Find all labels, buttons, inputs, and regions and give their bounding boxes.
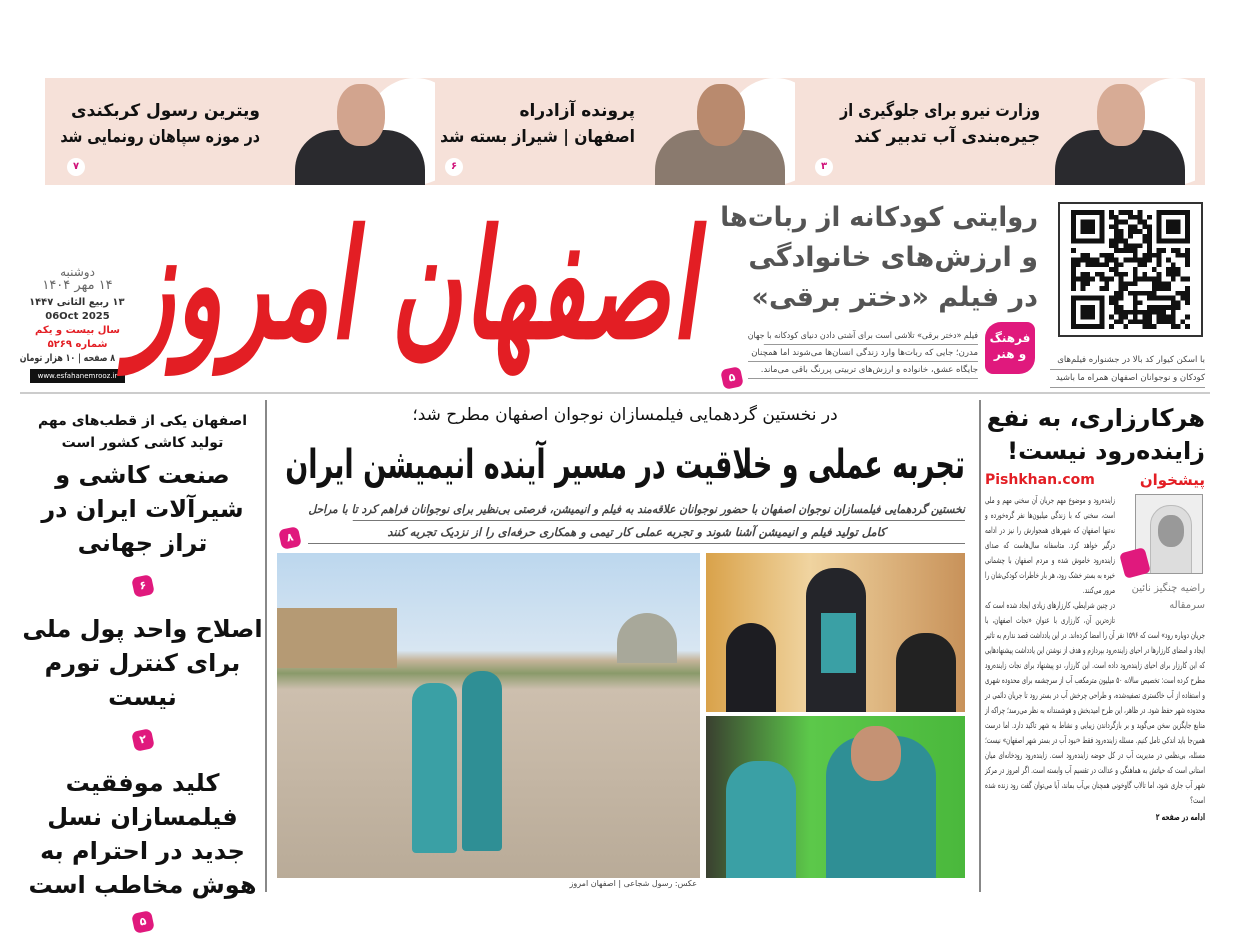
pages-price: ۸ صفحه | ۱۰ هزار تومان — [19, 353, 116, 364]
banner-item[interactable] — [415, 78, 795, 185]
date-persian: ۱۴ مهر ۱۴۰۴ — [42, 278, 113, 293]
palace-building — [277, 608, 397, 668]
left-news-column — [20, 410, 265, 932]
news-headline: کلید موفقیت فیلمسازان نسل جدید در احترام به هوش مخاطب است — [28, 769, 257, 899]
banner-headline-line: جیره‌بندی آب تدبیر کند — [854, 127, 1040, 147]
teaser-summary — [748, 328, 978, 379]
page-number: ۵ — [131, 910, 155, 934]
page-number-badge — [722, 366, 742, 388]
page-number-badge: ۷ — [67, 158, 85, 176]
section-badge-culture: فرهنگ و هنر — [985, 322, 1035, 374]
qr-caption — [1050, 352, 1205, 388]
news-item[interactable] — [20, 410, 265, 596]
news-item[interactable] — [20, 612, 265, 750]
issue-number: شماره ۵۲۶۹ — [47, 339, 108, 350]
main-story-headline[interactable]: تجربه عملی و خلاقیت در مسیر آینده انیمیشن ایران — [285, 442, 965, 488]
banner-headline-line: اصفهان | شیراز بسته شد — [440, 127, 635, 147]
photo-workshop-girls — [706, 553, 965, 712]
main-story-kicker: در نخستین گردهمایی فیلمسازان نوجوان اصفهان مطرح شد؛ — [412, 405, 838, 425]
issue-info — [19, 265, 125, 383]
author-name: راضیه چنگیز نائین — [1131, 583, 1205, 594]
editorial-headline[interactable]: هرکارزاری، به نفع زاینده‌رود نیست! — [986, 404, 1205, 465]
newspaper-logo — [121, 190, 718, 385]
teaser-line: در فیلم «دختر برقی» — [751, 282, 1038, 313]
culture-teaser-headline[interactable] — [720, 198, 1038, 318]
page-number-badge: ۶ — [445, 158, 463, 176]
caption-line: کودکان و نوجوانان اصفهان همراه ما باشید — [1050, 370, 1205, 388]
page-number: ۸ — [278, 526, 302, 550]
page-number-badge — [280, 526, 300, 548]
news-item[interactable] — [20, 766, 265, 932]
banner-headline-line: پرونده آزادراه — [519, 101, 635, 121]
banner-headline-line: وزارت نیرو برای جلوگیری از — [840, 101, 1040, 121]
watermark — [985, 470, 1205, 490]
editorial-body: در چنین شرایطی، کارزارهای زیادی ایجاد شده است که تازه‌ترین آن، کارزاری با عنوان «نجات اصفهان، با جریان دوباره رود» است که ۱۵۹۶ نفر آن را امضا کرده‌اند. در این یادداشت قصد ندارم به تاثیر ایجاد و امضای کارزارها در احیای زاینده‌رود بپردازم و هدف از نوشتن این یادداشت پیشنهادهایی که این کارزار برای احیای زاینده‌رود داده است. این کارزار، دو پیشنهاد برای نجات زاینده‌رود مطرح کرده است: تخصیص سالانه ۵۰ میلیون مترمکعب آب از سرچشمه برای محدوده شهری و استفاده از آب خاکستری تصفیه‌شده، و طراحی چرخش آب در بستر رود تا جریان دائمی در محدوده شهر حفظ شود. در ظاهر، این طرح امیدبخش و هوشمندانه به نظر می‌رسد؛ چراکه از منابع جایگزین سخن می‌گوید و بر بازگرداندن زیبایی و نشاط به شهر تاکید دارد. اما درست همین‌جا باید اندکی تامل کنیم. مسئله زاینده‌رود فقط «نبود آب در بستر شهر اصفهان» نیست؛ مسئله، بی‌نظمی در مدیریت آب در کل حوضه زاینده‌رود است. زاینده‌رود رودخانه‌ای میان استانی است که حیاتش به هماهنگی و عدالت در تقسیم آب وابسته است. اگر امروز در مرکز شهر آب جاری شود، اما تالاب گاوخونی همچنان بی‌آب بماند، آیا می‌توان گفت رود زنده شده است؟ — [984, 601, 1205, 806]
page-number: ۲ — [131, 728, 155, 752]
website-link[interactable]: www.esfahanemrooz.ir — [30, 369, 125, 383]
banner-item[interactable] — [815, 78, 1205, 185]
date-gregorian: 06Oct 2025 — [45, 311, 110, 322]
banner-headline-line: در موزه سپاهان رونمایی شد — [60, 127, 260, 147]
portrait-photo — [295, 78, 435, 185]
page-number: ۶ — [131, 574, 155, 598]
page-number: ۵ — [720, 366, 744, 390]
date-hijri: ۱۳ ربیع الثانی ۱۴۴۷ — [29, 297, 125, 308]
banner-item[interactable] — [45, 78, 425, 185]
watermark-text: پیشخوان — [1139, 471, 1205, 489]
main-story-lead — [308, 498, 965, 544]
mosque-dome — [617, 613, 677, 663]
editorial-body: زاینده‌رود و موضوع مهم جریان آن سخنی مهم و ملی است، سخنی که با زندگی میلیون‌ها نفر گره‌خورده و نه‌تنها اصفهان که شهرهای همجوارش را نیز در ادامه درگیر خواهد کرد. متاسفانه سال‌هاست که صدای زاینده‌رود خاموش شده و مردم اصفهان با چشمانی خیره به بستر خشک رود، هر بار خاطرات کودکی‌شان را مرور می‌کنند. — [984, 496, 1115, 596]
continued-link[interactable]: ادامه در صفحه ۲ — [1155, 813, 1205, 823]
weekday: دوشنبه — [60, 265, 95, 279]
portrait-photo — [1055, 78, 1195, 185]
banner-headline-line: ویترین رسول کربکندی — [71, 101, 260, 121]
child-figure — [412, 683, 457, 853]
main-photo-square — [277, 553, 700, 878]
column-divider — [265, 400, 267, 892]
portrait-photo — [655, 78, 795, 185]
photo-credit: عکس: رسول شجاعی | اصفهان امروز — [569, 879, 697, 888]
divider — [20, 392, 1210, 394]
publication-year: سال بیست و یکم — [35, 325, 120, 336]
photo-green-screen-boys — [706, 716, 965, 878]
page-number-badge: ۳ — [815, 158, 833, 176]
news-subheadline: اصفهان یکی از قطب‌های مهم تولید کاشی کشور است — [37, 413, 248, 451]
caption-line: با اسکن کیوار کد بالا در جشنواره فیلم‌های — [1050, 352, 1205, 370]
teaser-line: روایتی کودکانه از ربات‌ها — [720, 202, 1038, 233]
author-role: سرمقاله — [1169, 600, 1205, 611]
news-headline: اصلاح واحد پول ملی برای کنترل تورم نیست — [22, 615, 263, 711]
column-divider — [979, 400, 981, 892]
qr-code-pattern — [1066, 210, 1195, 329]
summary-line: فیلم «دختر برقی» تلاشی است برای آشتی دادن دنیای کودکانه با جهان — [764, 328, 978, 345]
teaser-line: و ارزش‌های خانوادگی — [748, 242, 1038, 273]
qr-code[interactable] — [1058, 202, 1203, 337]
logo-text: اصفهان امروز — [123, 197, 718, 373]
news-headline: صنعت کاشی و شیرآلات ایران در تراز جهانی — [41, 461, 244, 557]
summary-line: مدرن؛ جایی که ربات‌ها وارد زندگی انسان‌ها می‌شوند اما همچنان — [748, 345, 978, 362]
summary-line: جایگاه عشق، خانواده و ارزش‌های تربیتی پررنگ باقی می‌ماند. — [748, 362, 978, 379]
lead-line: نخستین گردهمایی فیلمسازان نوجوان اصفهان با حضور نوجوانان علاقه‌مند به فیلم و انیمیشن، فرصتی بی‌نظیر برای نوجوانان فراهم کرد تا با مراحل — [353, 498, 965, 521]
child-figure — [462, 671, 502, 851]
top-teaser-banner — [45, 78, 1205, 185]
editorial-body-block — [985, 494, 1205, 826]
watermark-url: Pishkhan.com — [985, 472, 1095, 488]
lead-line: کامل تولید فیلم و انیمیشن آشنا شوند و تجربه عملی کار تیمی و همکاری حرفه‌ای را از نزدیک تجربه کنند — [308, 521, 965, 544]
